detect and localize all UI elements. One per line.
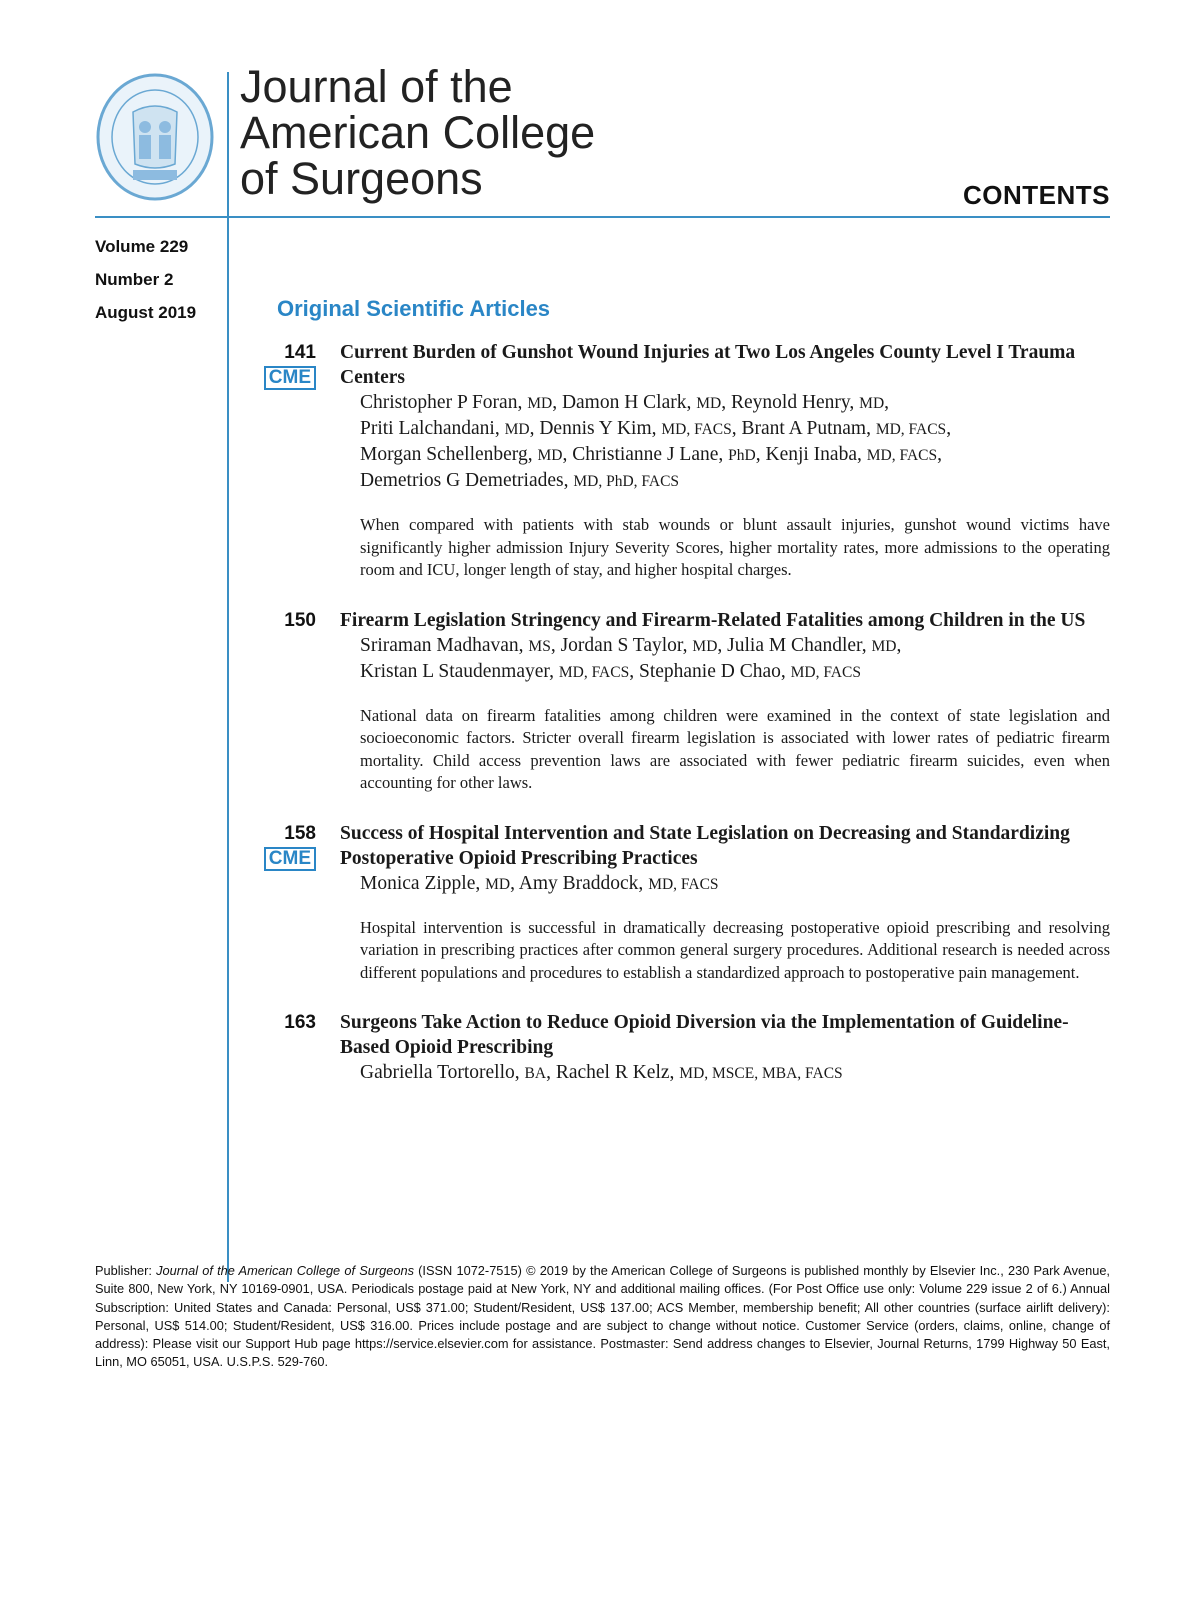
journal-title-line: American College xyxy=(240,107,596,158)
article-entry xyxy=(250,340,1110,582)
footer-text: (ISSN 1072-7515) © 2019 by the American College of Surgeons is published monthly by Elsevier Inc., 230 Park Avenue, Suite 800, New York, NY 10169-0901, USA. Periodicals postage paid at New York, NY and additional mailing offices. (For Post Office use only: Volume 229 issue 2 of 6.) Annual Subscription: United States and Canada: Personal, US$ 371.00; Student/Resident, US$ 137.00; ACS Member, membership benefit; All other countries (surface airlift delivery): Personal, US$ 514.00; Student/Resident, US$ 316.00. Prices include postage and are subject to change without notice. Customer Service (orders, claims, online, change of address): Please visit our Support Hub page https://service.elsevier.com for assistance. Postmaster: Send address changes to Elsevier, Journal Returns, 1799 Highway 50 East, Linn, MO 65051, USA. U.S.P.S. 529-760. xyxy=(95,1263,1110,1370)
article-title[interactable]: Firearm Legislation Stringency and Firearm-Related Fatalities among Children in the US xyxy=(340,609,1086,631)
author-name: , Damon H Clark, xyxy=(552,392,697,413)
author-line xyxy=(360,633,1110,659)
author-degree: MD, FACS xyxy=(875,421,947,438)
author-degree: MD xyxy=(692,637,718,655)
author-name: Sriraman Madhavan, xyxy=(360,634,529,656)
author-name: , Stephanie D Chao, xyxy=(629,660,791,682)
article-authors xyxy=(360,871,1110,897)
author-name: , xyxy=(896,634,902,656)
article-authors xyxy=(360,633,1110,685)
article-body xyxy=(340,821,1110,985)
author-name: , Brant A Putnam, xyxy=(731,418,876,439)
author-line xyxy=(360,659,1110,685)
author-line xyxy=(360,1060,1110,1086)
author-degree: PhD xyxy=(728,447,756,464)
author-degree: MD, FACS xyxy=(661,421,732,438)
author-name: , Rachel R Kelz, xyxy=(546,1062,680,1083)
journal-title xyxy=(240,61,596,204)
author-name: , Jordan S Taylor, xyxy=(550,634,693,656)
author-line xyxy=(360,416,1110,442)
author-name: , Reynold Henry, xyxy=(721,392,860,413)
author-name: , Dennis Y Kim, xyxy=(529,418,662,439)
article-page-number[interactable]: 158 xyxy=(284,822,316,844)
article-body xyxy=(340,608,1110,795)
author-degree: MD, FACS xyxy=(648,875,719,893)
article-summary: National data on firearm fatalities among children were examined in the context of state legislation and socioeconomic factors. Stricter overall firearm legislation is associated with lower rates of pediatric firearm mortality. Child access prevention laws are associated with fewer pediatric firearm suicides, even when accounting for other laws. xyxy=(360,705,1110,792)
journal-title-line: of Surgeons xyxy=(240,153,483,204)
author-degree: MD, FACS xyxy=(866,447,938,464)
author-degree: MD xyxy=(485,875,511,893)
article-page-number[interactable]: 163 xyxy=(284,1012,316,1033)
article-body xyxy=(340,1010,1110,1086)
article-gutter xyxy=(250,608,316,633)
author-degree: MD xyxy=(871,637,897,655)
article-body xyxy=(340,340,1110,582)
section-title: Original Scientific Articles xyxy=(277,296,551,321)
author-name: Gabriella Tortorello, xyxy=(360,1062,525,1083)
author-degree: MD xyxy=(527,395,553,412)
article-authors xyxy=(360,1060,1110,1086)
author-line xyxy=(360,442,1110,468)
issue-volume: Volume 229 xyxy=(95,237,189,256)
author-name: , xyxy=(884,392,890,413)
author-name: Demetrios G Demetriades, xyxy=(360,470,574,491)
article-summary: When compared with patients with stab wounds or blunt assault injuries, gunshot wound victims have significantly higher admission Injury Severity Scores, higher mortality rates, more admissions to the operating room and ICU, longer length of stay, and higher hospital charges. xyxy=(360,515,1110,579)
author-degree: MD, FACS xyxy=(558,663,630,681)
author-degree: MD xyxy=(537,447,563,464)
article-page-number[interactable]: 150 xyxy=(284,609,316,631)
footer-journal-name: Journal of the American College of Surgeons xyxy=(156,1263,414,1278)
article-list xyxy=(250,340,1110,1112)
author-name: , Amy Braddock, xyxy=(510,872,649,894)
author-name: , Christianne J Lane, xyxy=(562,444,729,465)
article-gutter xyxy=(250,1010,316,1035)
cme-badge: CME xyxy=(264,366,316,390)
author-name: Morgan Schellenberg, xyxy=(360,444,538,465)
cme-badge: CME xyxy=(264,847,316,871)
author-degree: BA xyxy=(524,1065,547,1082)
author-name: , Julia M Chandler, xyxy=(717,634,872,656)
contents-heading: CONTENTS xyxy=(963,180,1110,210)
article-summary: Hospital intervention is successful in dramatically decreasing postoperative opioid prescribing and resolving variation in prescribing practices after common general surgery procedures. Additional research is needed across different populations and procedures to establish a standardized approach to postoperative pain management. xyxy=(360,917,1110,982)
footer-prefix: Publisher: xyxy=(95,1263,157,1278)
author-line xyxy=(360,871,1110,897)
article-gutter xyxy=(250,340,316,390)
article-entry xyxy=(250,1010,1110,1086)
author-degree: MD, PhD, FACS xyxy=(573,473,680,490)
author-degree: MD xyxy=(859,395,885,412)
journal-title-line: Journal of the xyxy=(240,61,513,112)
author-degree: MD xyxy=(696,395,722,412)
author-name: Kristan L Staudenmayer, xyxy=(360,660,559,682)
author-line xyxy=(360,468,1110,494)
author-line xyxy=(360,390,1110,416)
article-title[interactable]: Success of Hospital Intervention and State Legislation on Decreasing and Standardizing Postoperative Opioid Prescribing Practices xyxy=(340,822,1070,869)
author-name: , Kenji Inaba, xyxy=(755,444,867,465)
author-degree: MD, FACS xyxy=(790,663,861,681)
author-name: Priti Lalchandani, xyxy=(360,418,505,439)
issue-date: August 2019 xyxy=(95,303,197,322)
article-title[interactable]: Surgeons Take Action to Reduce Opioid Diversion via the Implementation of Guideline-Based Opioid Prescribing xyxy=(340,1012,1069,1058)
article-authors xyxy=(360,390,1110,494)
issue-number: Number 2 xyxy=(95,270,174,289)
author-name: Monica Zipple, xyxy=(360,872,486,894)
author-degree: MS xyxy=(528,637,551,655)
author-name: Christopher P Foran, xyxy=(360,392,528,413)
author-name: , xyxy=(946,418,952,439)
article-entry xyxy=(250,821,1110,985)
acs-seal-icon xyxy=(95,72,215,202)
author-degree: MD, MSCE, MBA, FACS xyxy=(679,1065,843,1082)
author-degree: MD xyxy=(504,421,530,438)
article-page-number[interactable]: 141 xyxy=(284,342,316,363)
article-gutter xyxy=(250,821,316,871)
article-title[interactable]: Current Burden of Gunshot Wound Injuries at Two Los Angeles County Level I Trauma Centers xyxy=(340,342,1076,388)
publisher-footer xyxy=(95,1262,1110,1372)
author-name: , xyxy=(937,444,942,465)
margin-divider xyxy=(227,72,229,1282)
article-entry xyxy=(250,608,1110,795)
header-divider xyxy=(95,216,1110,218)
issue-info xyxy=(95,236,196,335)
